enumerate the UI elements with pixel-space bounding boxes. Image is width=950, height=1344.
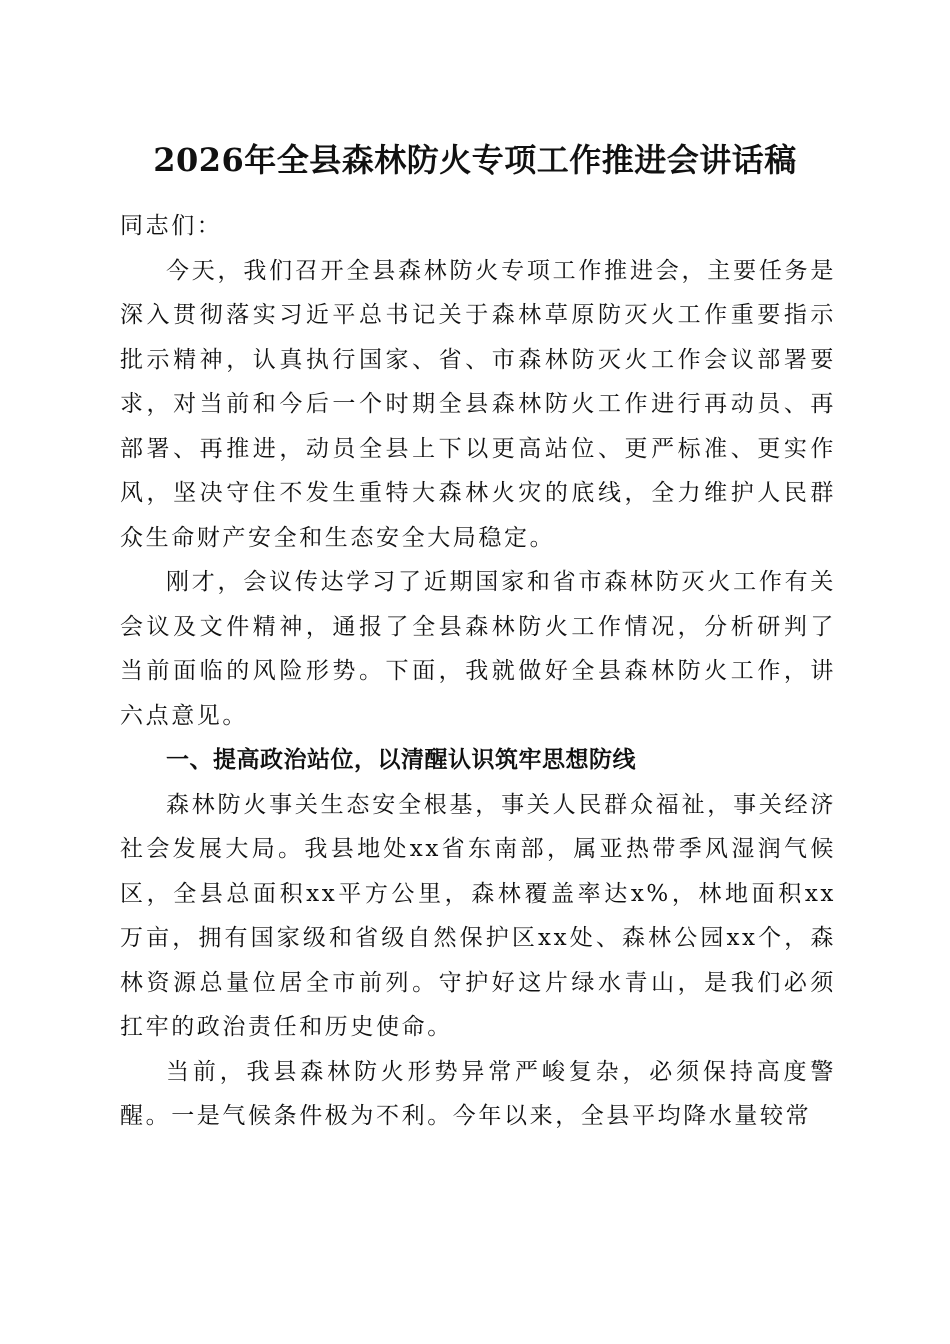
- section-heading-1: 一、提高政治站位，以清醒认识筑牢思想防线: [166, 747, 636, 773]
- document-body: [120, 204, 836, 1139]
- paragraph-section-1-b: 当前，我县森林防火形势异常严峻复杂，必须保持高度警醒。一是气候条件极为不利。今年以来，全县平均降水量较常: [120, 1058, 836, 1129]
- paragraph-overview: 刚才，会议传达学习了近期国家和省市森林防灭火工作有关会议及文件精神，通报了全县森林防火工作情况，分析研判了当前面临的风险形势。下面，我就做好全县森林防火工作，讲六点意见。: [120, 569, 836, 729]
- salutation: 同志们：: [120, 213, 223, 239]
- document-title: 2026年全县森林防火专项工作推进会讲话稿: [153, 141, 797, 179]
- paragraph-section-1-a: 森林防火事关生态安全根基，事关人民群众福祉，事关经济社会发展大局。我县地处xx省东南部，属亚热带季风湿润气候区，全县总面积xx平方公里，森林覆盖率达x%，林地面积xx万亩，拥有国家级和省级自然保护区xx处、森林公园xx个，森林资源总量位居全市前列。守护好这片绿水青山，是我们必须扛牢的政治责任和历史使命。: [120, 791, 836, 1040]
- paragraph-intro: 今天，我们召开全县森林防火专项工作推进会，主要任务是深入贯彻落实习近平总书记关于森林草原防灭火工作重要指示批示精神，认真执行国家、省、市森林防灭火工作会议部署要求，对当前和今后一个时期全县森林防火工作进行再动员、再部署、再推进，动员全县上下以更高站位、更严标准、更实作风，坚决守住不发生重特大森林火灾的底线，全力维护人民群众生命财产安全和生态安全大局稳定。: [120, 257, 836, 551]
